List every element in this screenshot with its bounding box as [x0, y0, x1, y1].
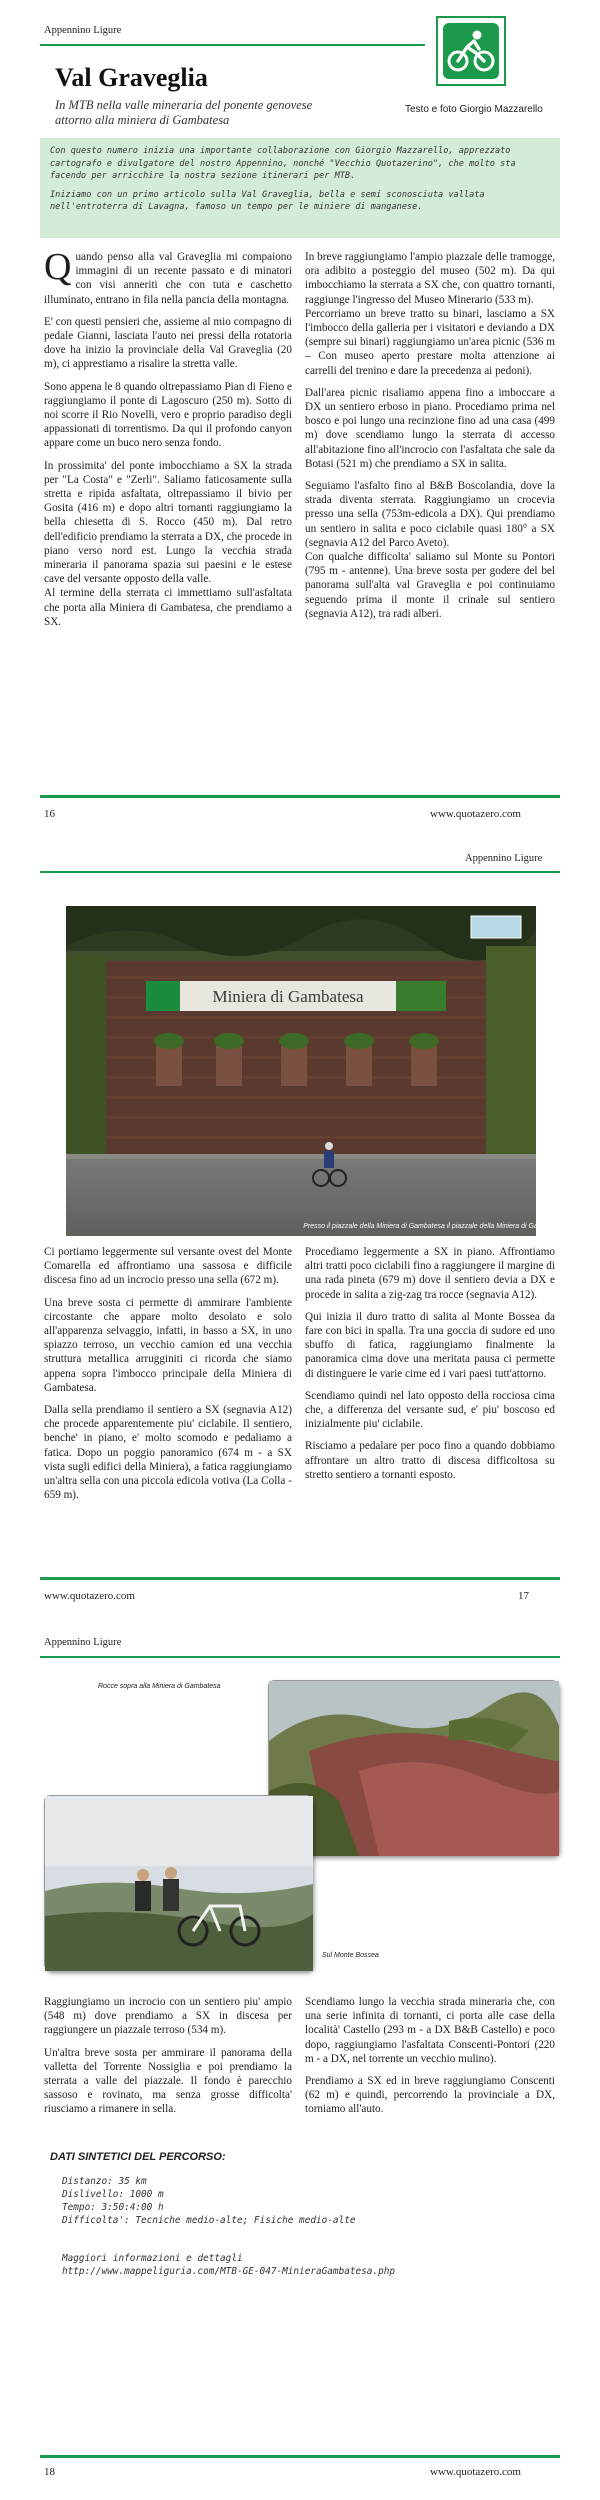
- cyclist-logo: [436, 16, 506, 86]
- intro-paragraph: Iniziamo con un primo articolo sulla Val Graveglia, bella e semi sconosciuta vallata nell'entroterra di Lavagna, famoso un tempo per le miniere di manganese.: [50, 189, 485, 213]
- paragraph: Procediamo leggermente a SX in piano. Affrontiamo altri tratti poco ciclabili fino a raggiungere il margine di una rada pineta (679 m) dove il sentiero devia a DX e procede in salita a zig-zag tra rocce (segnavia A12).: [305, 1246, 555, 1301]
- header-rule: [40, 871, 560, 873]
- photo-caption: Sul Monte Bossea: [322, 1952, 379, 1959]
- paragraph: Dall'area picnic risaliamo appena fino a imboccare a DX un sentiero erboso in piano. Procediamo prima nel bosco e poi lungo una recinzione fino ad una casa (499 m) dove scendiamo lungo la sterrata di accesso all'abitazione fino all'incrocio con l'asfaltata che sale da Botasi (521 m) che prendiamo a SX in salita.: [305, 386, 555, 470]
- right-column: [305, 1995, 555, 2125]
- intro-box: [40, 138, 560, 238]
- right-column: [305, 1245, 555, 1490]
- footer-rule: [40, 2455, 560, 2458]
- paragraph: Qui inizia il duro tratto di salita al Monte Bossea da fare con bici in spalla. Tra una goccia di sudore ed uno sbuffo di fatica, raggiungiamo finalmente la panoramica cima dove una meritata pausa ci permette di distinguere le varie cime ed i vari paesi tutt'attorno.: [305, 1310, 555, 1380]
- paragraph: Con qualche difficolta' saliamo sul Monte su Pontori (795 m - antenne). Una breve sosta per godere del bel panorama sull'alta val Graveglia e poi continuiamo seguendo prima il monte il crinale sul sentiero (segnavia A12), tra radi alberi.: [305, 551, 555, 620]
- paragraph: E' con questi pensieri che, assieme al mio compagno di pedale Gianni, lasciata l'auto nei pressi della rotatoria dove ha inizio la provinciale della Val Graveglia (20 m), ci apprestiamo a risalire la stretta valle.: [44, 315, 292, 371]
- article-title: Val Graveglia: [55, 63, 208, 92]
- footer-rule: [40, 1577, 560, 1580]
- paragraph: Una breve sosta ci permette di ammirare l'ambiente circostante che appare molto desolato e solo all'apparenza selvaggio, infatti, in basso a SX, in uno spiazzo terroso, un vecchio camion ed una vecchia struttura metallica arrugginiti ci ricorda che siamo appena sopra l'imbocco principale della Miniera di Gambatesa.: [44, 1296, 292, 1394]
- mine-sign-text: Miniera di Gambatesa: [212, 987, 364, 1006]
- left-column: [44, 246, 292, 637]
- left-column: [44, 1245, 292, 1510]
- route-data-line: Dislivello: 1000 m: [62, 2189, 164, 2200]
- right-column: [305, 250, 555, 629]
- paragraph: Seguiamo l'asfalto fino al B&B Boscolandia, dove la strada diventa sterrata. Raggiungiamo un crocevia presso una sella (753m-edicola a DX). Qui prendiamo un sentiero in salita e poco ciclabile quasi 180° a SX (segnavia A12 del Parco Aveto).: [305, 480, 555, 549]
- summit-photo: [44, 1795, 312, 1970]
- route-data: [62, 2175, 542, 2227]
- header-rule: [40, 1656, 560, 1658]
- paragraph: Percorriamo un breve tratto su binari, lasciamo a SX l'imbocco della galleria per i visitatori e deviando a DX (sempre sui binari) raggiungiamo un'area picnic (536 m – Con museo aperto prestare molta attenzione ai carrelli del trenino e dare la precedenza ai pedoni).: [305, 307, 555, 377]
- paragraph: uando penso alla val Graveglia mi compaiono immagini di un recente passato e di minatori con visi anneriti che con tuta e caschetto illuminato, entrano in fila nella pancia della montagna.: [44, 251, 292, 306]
- page-number: 18: [44, 2466, 55, 2478]
- page-number: 17: [518, 1590, 529, 1602]
- paragraph: Dalla sella prendiamo il sentiero a SX (segnavia A12) che procede apparentemente piu' ciclabile. Il sentiero, benche' in piano, e' molto scomodo e pedaliamo a fatica. Dopo un poggio panoramico (674 m - a SX vista sugli edifici della Miniera), a fatica raggiungiamo un'altra sella con una piccola edicola votiva (La Colla - 659 m).: [44, 1404, 292, 1502]
- left-column: [44, 1995, 292, 2125]
- cyclist-icon: [443, 23, 499, 79]
- paragraph: Risciamo a pedalare per poco fino a quando dobbiamo affrontare un altro tratto di discesa difficoltosa su stretto sentiero a tornanti esposto.: [305, 1440, 555, 1481]
- paragraph: In prossimita' del ponte imbocchiamo a SX la strada per "La Costa" e "Zerli". Saliamo faticosamente sulla stretta e ripida asfaltata, oltrepassiamo il bivio per Gosita (416 m) e dopo altri tornanti raggiungiamo la bella chiesetta di S. Rocco (450 m). Dal retro dell'edificio prendiamo la sterrata a DX, che procede in piano verso nord est. Lungo la vecchia strada mineraria il panorama spazia sui paesini e le estese cave del versante opposto della valle.: [44, 459, 292, 586]
- footer-rule: [40, 795, 560, 798]
- route-data-line: Distanzo: 35 km: [62, 2176, 147, 2187]
- photo-caption: Rocce sopra alla Miniera di Gambatesa: [98, 1683, 221, 1690]
- section-header: Appennino Ligure: [44, 25, 122, 36]
- section-header: Appennino Ligure: [44, 1637, 122, 1648]
- more-info-label: Maggiori informazioni e dettagli: [62, 2253, 243, 2264]
- more-info: [62, 2252, 542, 2278]
- paragraph: Sono appena le 8 quando oltrepassiamo Pian di Fieno e raggiungiamo il ponte di Lagoscuro (250 m). Sotto di noi scorre il Rio Novelli, vero e proprio paradiso degli appassionati di torrentismo. Da qui il profondo canyon appare come un buco nero senza fondo.: [44, 380, 292, 450]
- paragraph: Scendiamo lungo la vecchia strada mineraria che, con una serie infinita di tornanti, ci porta alle case della località' Castello (293 m - a DX B&B Castello) e poco dopo, raggiungiamo l'asfaltata Conscenti-Pontori (220 m - a DX, nel torrente un vecchio mulino).: [305, 1996, 555, 2065]
- drop-cap: Q: [44, 246, 72, 288]
- paragraph: Prendiamo a SX ed in breve raggiungiamo Conscenti (62 m) e quindi, percorrendo la provinciale a DX, torniamo all'auto.: [305, 2075, 555, 2116]
- website-link[interactable]: www.quotazero.com: [44, 1590, 135, 1602]
- photo-caption: Presso il piazzale della Miniera di Gambatesa il piazzale della Miniera di Gambatesa: [303, 1223, 565, 1230]
- header-rule: [40, 44, 425, 46]
- article-subtitle: In MTB nella valle mineraria del ponente genovese attorno alla miniera di Gambatesa: [55, 98, 313, 127]
- paragraph: Al termine della sterrata ci immettiamo sull'asfaltata che porta alla Miniera di Gambatesa, che prendiamo a SX.: [44, 587, 292, 628]
- section-header: Appennino Ligure: [465, 853, 543, 864]
- website-link[interactable]: www.quotazero.com: [430, 2466, 521, 2478]
- website-link[interactable]: www.quotazero.com: [430, 808, 521, 820]
- paragraph: Raggiungiamo un incrocio con un sentiero piu' ampio (548 m) dove prendiamo a SX in discesa per raggiungere un piazzale terroso (534 m).: [44, 1996, 292, 2037]
- route-data-line: Tempo: 3:50:4:00 h: [62, 2202, 164, 2213]
- paragraph: Ci portiamo leggermente sul versante ovest del Monte Comarella ed affrontiamo una sassosa e difficile discesa fino ad un incrocio presso una sella (672 m).: [44, 1246, 292, 1287]
- more-info-url[interactable]: http://www.mappeliguria.com/MTB-GE-047-MinieraGambatesa.php: [62, 2266, 396, 2277]
- mine-entrance-photo: [66, 906, 565, 1236]
- page-number: 16: [44, 808, 55, 820]
- paragraph: In breve raggiungiamo l'ampio piazzale delle tramogge, ora adibito a posteggio del museo (502 m). Da qui imbocchiamo la sterrata a SX che, con quattro tornanti, raggiunge l'ingresso del Museo Minerario (533 m).: [305, 251, 555, 306]
- route-data-title: DATI SINTETICI DEL PERCORSO:: [50, 2151, 226, 2163]
- paragraph: Un'altra breve sosta per ammirare il panorama della valletta del Torrente Nossiglia e poi prendiamo la sterrata a valle del piazzale. Il fondo è parecchio sassoso e rovinato, ma senza grosse difficolta' riusciamo a rimanere in sella.: [44, 2046, 292, 2116]
- intro-paragraph: Con questo numero inizia una importante collaborazione con Giorgio Mazzarello, apprezzato cartografo e divulgatore del nostro Appennino, nonché "Vecchio Quotazerino", che molto sta facendo per arricchire la nostra sezione itinerari per MTB.: [50, 146, 516, 182]
- photo-credit: Testo e foto Giorgio Mazzarello: [405, 104, 543, 115]
- route-data-line: Difficolta': Tecniche medio-alte; Fisiche medio-alte: [62, 2215, 356, 2226]
- paragraph: Scendiamo quindi nel lato opposto della rocciosa cima che, a differenza del versante sud, e' piu' boscoso ed inizialmente piu' ciclabile.: [305, 1389, 555, 1431]
